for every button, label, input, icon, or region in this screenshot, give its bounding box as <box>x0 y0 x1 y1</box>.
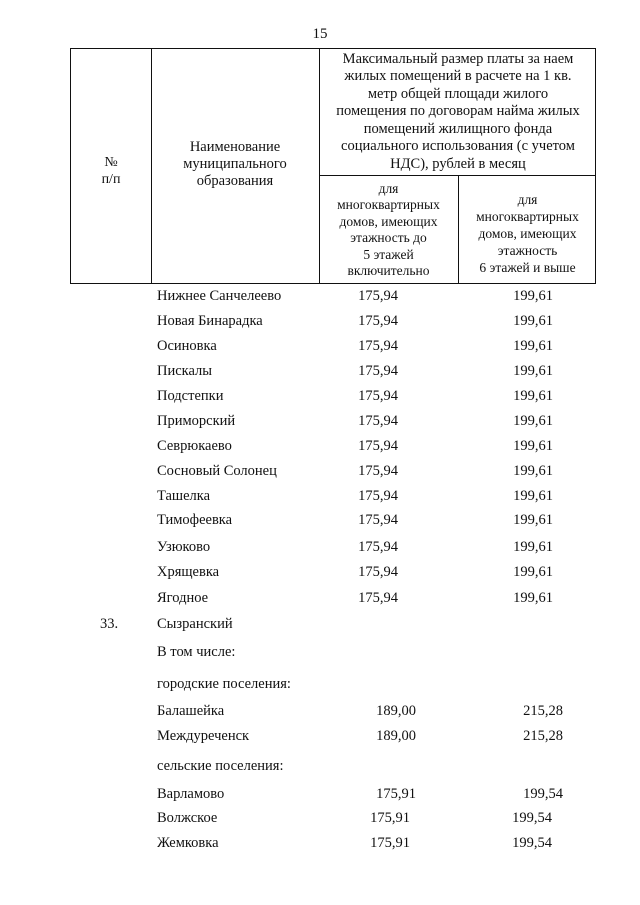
row-name: Подстепки <box>157 388 224 404</box>
table-row <box>0 463 640 483</box>
row-value-up-to-5: 175,94 <box>358 539 398 555</box>
table-row <box>0 616 640 636</box>
row-value-6-plus: 199,61 <box>513 363 553 379</box>
row-value-6-plus: 199,61 <box>513 388 553 404</box>
row-name: Нижнее Санчелеево <box>157 288 282 304</box>
table-row <box>0 786 640 806</box>
row-name: В том числе: <box>157 644 236 660</box>
table-row <box>0 703 640 723</box>
table-header <box>70 48 596 284</box>
row-value-up-to-5: 175,91 <box>376 786 416 802</box>
row-name: Хрящевка <box>157 564 220 580</box>
row-value-up-to-5: 175,94 <box>358 590 398 606</box>
row-name: городские поселения: <box>157 676 291 692</box>
row-value-6-plus: 199,54 <box>512 835 552 851</box>
page-number: 15 <box>312 26 328 42</box>
header-max-line: жилых помещений в расчете на 1 кв. <box>344 68 572 85</box>
row-value-up-to-5: 189,00 <box>376 728 416 744</box>
row-value-up-to-5: 175,94 <box>358 388 398 404</box>
header-max-line: социального использования (с учетом <box>341 138 575 155</box>
row-value-6-plus: 199,61 <box>513 590 553 606</box>
row-name: Осиновка <box>157 338 217 354</box>
row-value-6-plus: 199,61 <box>513 463 553 479</box>
row-name: Жемковка <box>157 835 219 851</box>
table-row <box>0 363 640 383</box>
table-row <box>0 539 640 559</box>
row-value-up-to-5: 175,94 <box>358 338 398 354</box>
row-name: Тимофеевка <box>157 512 233 528</box>
row-value-6-plus: 199,61 <box>513 313 553 329</box>
header-subcol-up-to-5 <box>319 175 458 285</box>
row-value-up-to-5: 175,94 <box>358 488 398 504</box>
table-row <box>0 388 640 408</box>
row-value-6-plus: 199,61 <box>513 438 553 454</box>
header-max-line: Максимальный размер платы за наем <box>342 50 574 67</box>
row-name: Волжское <box>157 810 218 826</box>
row-name: Ташелка <box>157 488 211 504</box>
row-name: Приморский <box>157 413 236 429</box>
row-value-up-to-5: 175,94 <box>358 463 398 479</box>
row-number: 33. <box>100 616 119 632</box>
row-value-up-to-5: 175,94 <box>358 438 398 454</box>
header-sub1-line: домов, имеющих <box>339 213 438 229</box>
table-row <box>0 758 640 778</box>
row-value-up-to-5: 189,00 <box>376 703 416 719</box>
row-value-6-plus: 199,61 <box>513 488 553 504</box>
row-name: Севрюкаево <box>157 438 232 454</box>
header-sub2-line: многоквартирных <box>476 208 579 224</box>
header-max-line: помещения по договорам найма жилых <box>336 103 580 120</box>
row-value-up-to-5: 175,91 <box>370 810 410 826</box>
header-name-line: муниципального <box>183 155 287 172</box>
table-row <box>0 288 640 308</box>
row-value-6-plus: 199,61 <box>513 413 553 429</box>
header-name-cell <box>151 49 319 285</box>
row-value-up-to-5: 175,94 <box>358 413 398 429</box>
row-name: Балашейка <box>157 703 225 719</box>
row-value-up-to-5: 175,94 <box>358 288 398 304</box>
header-name-line: образования <box>196 172 274 189</box>
row-name: Сызранский <box>157 616 233 632</box>
row-value-6-plus: 199,61 <box>513 288 553 304</box>
row-value-6-plus: 215,28 <box>523 728 563 744</box>
table-row <box>0 338 640 358</box>
table-row <box>0 488 640 508</box>
table-row <box>0 564 640 584</box>
row-value-up-to-5: 175,94 <box>358 313 398 329</box>
row-name: Варламово <box>157 786 225 802</box>
table-row <box>0 512 640 532</box>
row-value-6-plus: 199,61 <box>513 512 553 528</box>
header-sub1-line: этажность до <box>350 230 427 245</box>
row-value-6-plus: 199,54 <box>523 786 563 802</box>
table-row <box>0 413 640 433</box>
table-row <box>0 438 640 458</box>
row-value-6-plus: 215,28 <box>523 703 563 719</box>
row-value-up-to-5: 175,94 <box>358 564 398 580</box>
header-max-line: помещений жилищного фонда <box>363 120 553 137</box>
table-row <box>0 676 640 696</box>
header-sub2-line: домов, имеющих <box>478 225 577 241</box>
row-name: Пискалы <box>157 363 213 379</box>
row-name: сельские поселения: <box>157 758 284 774</box>
header-sub1-line: 5 этажей <box>363 246 414 262</box>
header-name-line: Наименование <box>189 138 281 155</box>
header-num-line: № <box>104 155 118 170</box>
row-name: Новая Бинарадка <box>157 313 263 329</box>
table-row <box>0 313 640 333</box>
table-row <box>0 810 640 830</box>
header-max-line: метр общей площади жилого <box>367 85 549 102</box>
row-value-6-plus: 199,61 <box>513 338 553 354</box>
table-row <box>0 644 640 664</box>
header-max-line: НДС), рублей в месяц <box>390 155 526 172</box>
header-max-fee-cell <box>319 49 597 175</box>
row-value-up-to-5: 175,94 <box>358 363 398 379</box>
row-name: Ягодное <box>157 590 209 606</box>
row-value-6-plus: 199,61 <box>513 564 553 580</box>
header-sub1-line: многоквартирных <box>337 197 440 212</box>
header-num-line: п/п <box>101 172 121 187</box>
header-sub1-line: включительно <box>347 263 430 278</box>
row-name: Узюково <box>157 539 211 555</box>
header-sub2-line: для <box>517 191 538 207</box>
table-row <box>0 835 640 855</box>
header-sub2-line: 6 этажей и выше <box>479 259 576 275</box>
row-name: Сосновый Солонец <box>157 463 277 479</box>
table-row <box>0 590 640 610</box>
header-sub2-line: этажность <box>497 242 558 258</box>
row-name: Междуреченск <box>157 728 250 744</box>
header-num-cell <box>71 49 151 285</box>
header-subcol-6-plus <box>458 175 597 285</box>
row-value-up-to-5: 175,91 <box>370 835 410 851</box>
header-sub1-line: для <box>378 180 399 196</box>
row-value-6-plus: 199,54 <box>512 810 552 826</box>
row-value-up-to-5: 175,94 <box>358 512 398 528</box>
table-row <box>0 728 640 748</box>
row-value-6-plus: 199,61 <box>513 539 553 555</box>
